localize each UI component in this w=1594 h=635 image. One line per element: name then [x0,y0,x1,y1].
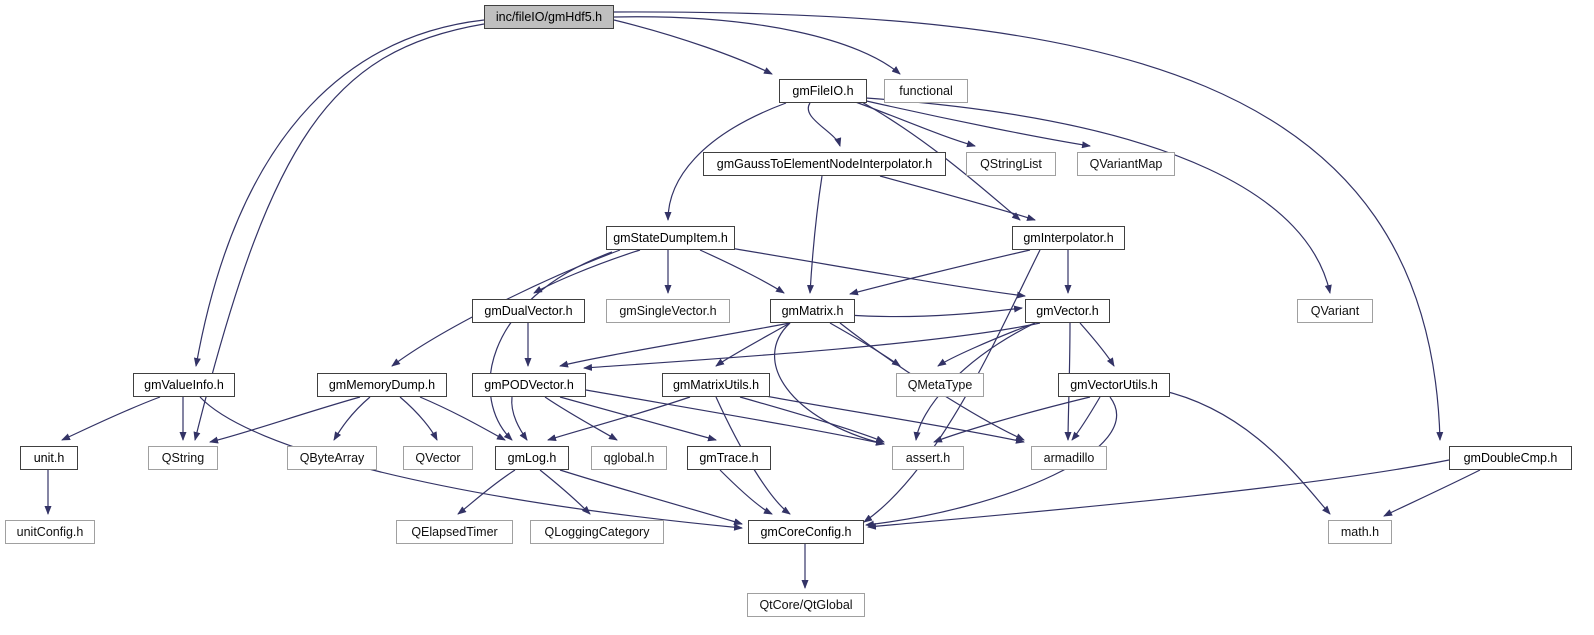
node-gmvalueinfo[interactable] [133,373,235,397]
node-gmlog[interactable] [495,446,569,470]
node-label: QByteArray [299,450,365,465]
node-label: assert.h [905,450,951,465]
node-qloggingcategory[interactable] [530,520,664,544]
node-qglobal[interactable] [591,446,667,470]
node-unitconfig[interactable] [5,520,95,544]
node-label: inc/fileIO/gmHdf5.h [495,9,603,24]
node-gmcoreconfig[interactable] [748,520,864,544]
node-label: armadillo [1043,450,1095,465]
node-label: gmFileIO.h [792,83,854,98]
node-assert[interactable] [892,446,964,470]
node-unit[interactable] [20,446,78,470]
node-qtcore-qtglobal[interactable] [747,593,865,617]
node-gmdualvector[interactable] [472,299,585,323]
node-gmfileio[interactable] [779,79,867,103]
node-label: gmTrace.h [699,450,759,465]
node-gminterpolator[interactable] [1012,226,1125,250]
node-qbytearray[interactable] [287,446,377,470]
node-label: functional [899,83,953,98]
node-label: QElapsedTimer [411,524,498,539]
node-gmmatrixutils[interactable] [662,373,770,397]
node-qelapsedtimer[interactable] [396,520,513,544]
node-label: gmMatrixUtils.h [672,377,760,392]
node-label: qglobal.h [603,450,655,465]
node-gmvector[interactable] [1025,299,1110,323]
node-qstring[interactable] [148,446,218,470]
node-label: math.h [1340,524,1380,539]
node-qstringlist[interactable] [966,152,1056,176]
node-label: QVector [415,450,461,465]
node-label: QLoggingCategory [544,524,650,539]
node-label: gmVector.h [1036,303,1099,318]
node-label: gmValueInfo.h [144,377,224,392]
node-qvariantmap[interactable] [1077,152,1175,176]
node-label: gmPODVector.h [484,377,574,392]
node-gmtrace[interactable] [687,446,771,470]
node-math[interactable] [1328,520,1392,544]
node-label: QString [161,450,205,465]
node-gmsinglevector[interactable] [606,299,730,323]
node-label: gmDualVector.h [484,303,573,318]
node-qvector[interactable] [403,446,473,470]
node-label: gmLog.h [507,450,557,465]
node-qvariant[interactable] [1297,299,1373,323]
node-label: gmCoreConfig.h [760,524,852,539]
node-gmhdf5[interactable] [484,5,614,29]
node-label: gmMemoryDump.h [328,377,436,392]
node-label: QtCore/QtGlobal [759,597,853,612]
node-gmdoublecmp[interactable] [1449,446,1572,470]
node-gmstatedumpitem[interactable] [606,226,735,250]
node-functional[interactable] [884,79,968,103]
node-label: gmInterpolator.h [1023,230,1114,245]
node-label: QVariant [1310,303,1360,318]
node-gmgausstoelementnodeinterpolator[interactable] [703,152,946,176]
node-label: gmSingleVector.h [619,303,717,318]
node-label: QStringList [980,156,1042,171]
node-label: gmGaussToElementNodeInterpolator.h [716,156,933,171]
node-label: unitConfig.h [16,524,84,539]
node-gmmemorydump[interactable] [317,373,447,397]
node-armadillo[interactable] [1031,446,1107,470]
node-qmetatype[interactable] [896,373,984,397]
node-label: gmVectorUtils.h [1070,377,1158,392]
node-label: QMetaType [907,377,973,392]
node-label: unit.h [33,450,65,465]
node-gmvectorutils[interactable] [1058,373,1170,397]
node-label: gmMatrix.h [781,303,844,318]
node-gmpodvector[interactable] [472,373,586,397]
node-gmmatrix[interactable] [770,299,855,323]
node-label: QVariantMap [1089,156,1163,171]
node-label: gmDoubleCmp.h [1463,450,1558,465]
node-label: gmStateDumpItem.h [613,230,728,245]
